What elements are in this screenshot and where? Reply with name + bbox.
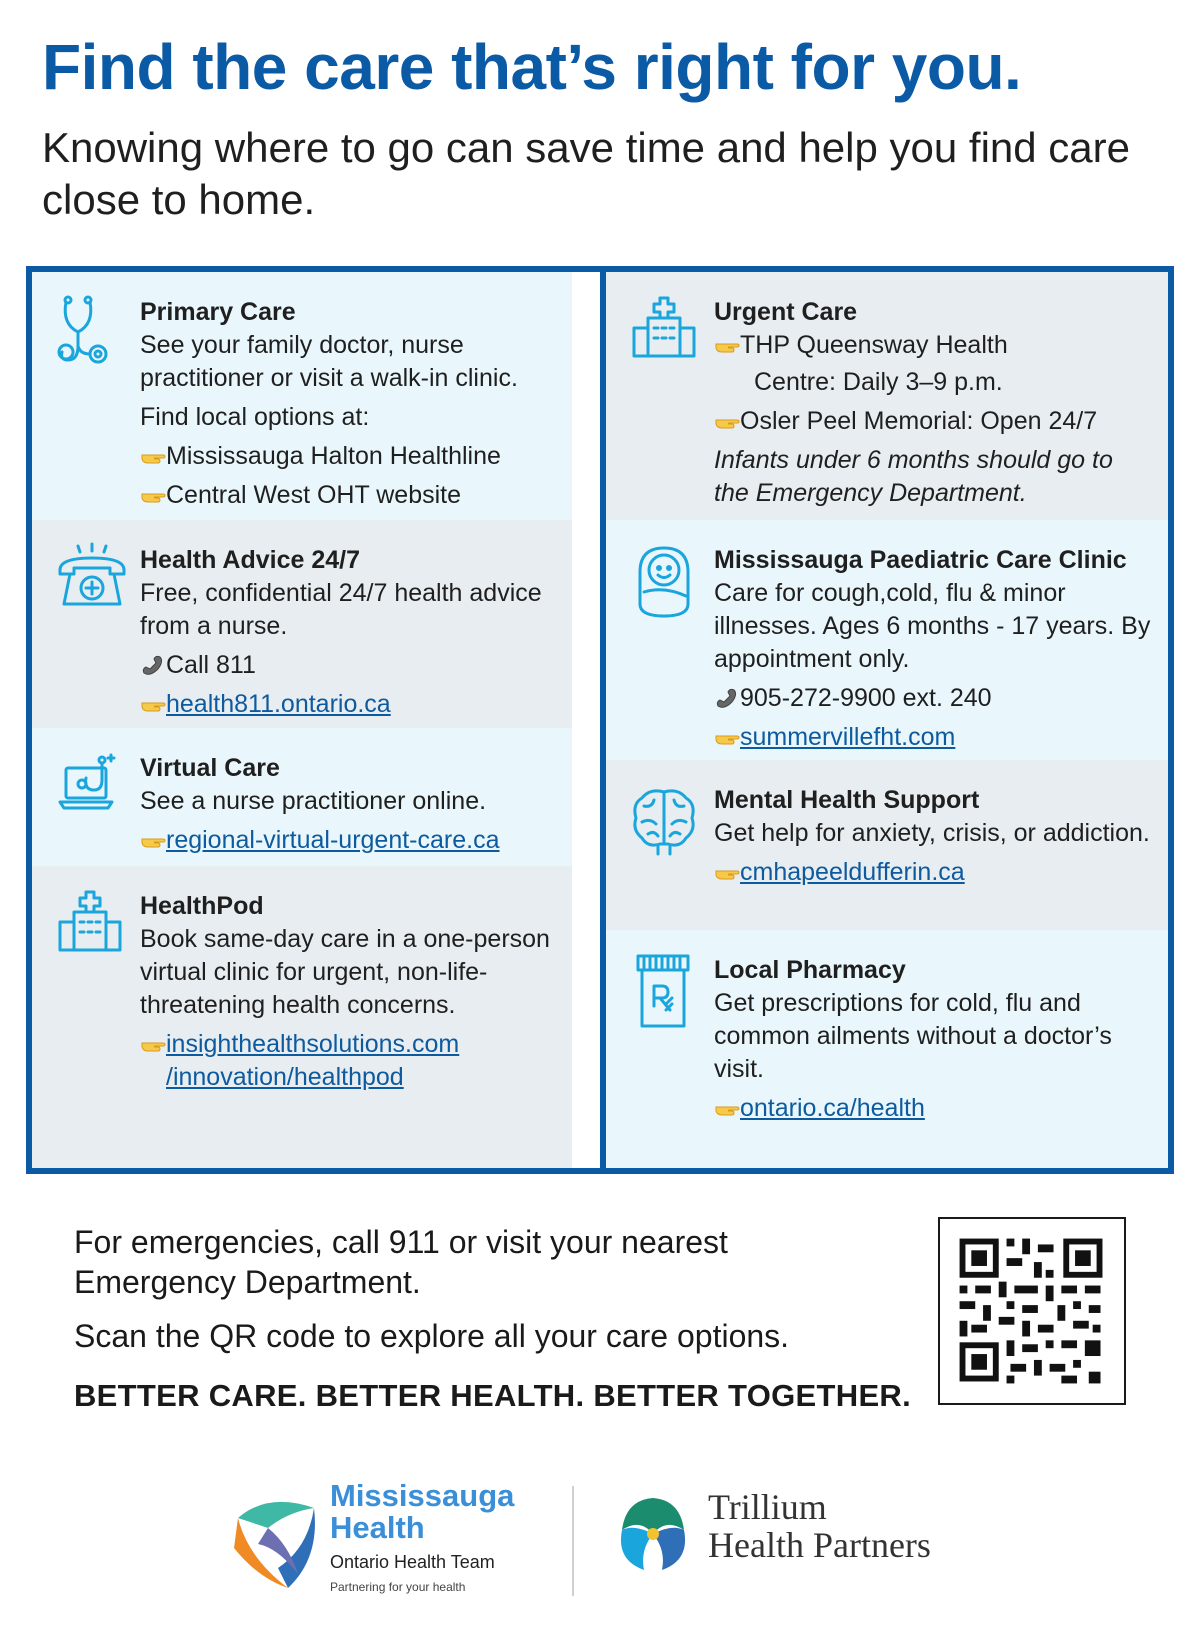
page-title: Find the care that’s right for you. xyxy=(42,31,1022,103)
pointing-hand-icon xyxy=(140,694,166,716)
phone-row[interactable] xyxy=(140,649,556,682)
pharmacy-description: Get prescriptions for cold, flu and common ailments without a doctor’s visit. xyxy=(714,989,1112,1083)
mental-health-panel xyxy=(606,760,1168,930)
mississauga-health-logo xyxy=(228,1480,528,1610)
pointing-hand-icon xyxy=(714,1098,740,1120)
call-811-text[interactable]: Call 811 xyxy=(166,651,256,679)
link-row[interactable] xyxy=(140,688,556,721)
healthpod-title: HealthPod xyxy=(140,892,264,920)
hospital-icon xyxy=(56,888,128,968)
pointing-hand-icon xyxy=(714,335,740,357)
oht-label: Ontario Health Team xyxy=(330,1552,495,1572)
urgent-care-panel xyxy=(606,272,1168,520)
list-item xyxy=(714,329,1152,362)
laptop-stethoscope-icon xyxy=(56,750,128,830)
cmha-link[interactable]: cmhapeeldufferin.ca xyxy=(740,858,965,886)
oht-website-option[interactable]: Central West OHT website xyxy=(166,481,462,509)
virtual-care-title: Virtual Care xyxy=(140,754,280,782)
pointing-hand-icon xyxy=(140,446,166,468)
health-word: Health xyxy=(330,1510,425,1545)
list-item[interactable] xyxy=(140,479,556,512)
page-subtitle: Knowing where to go can save time and help you find care close to home. xyxy=(42,124,1131,223)
phone-handset-icon xyxy=(140,655,166,677)
mississauga-health-logo-mark xyxy=(228,1488,320,1598)
paediatric-description: Care for cough,cold, flu & minor illnesses. Ages 6 months - 17 years. By appointment only. xyxy=(714,579,1151,673)
pointing-hand-icon xyxy=(714,727,740,749)
phone-row[interactable] xyxy=(714,682,1152,715)
trillium-word: Trillium xyxy=(708,1487,827,1527)
list-item xyxy=(714,405,1152,438)
brain-icon xyxy=(630,782,702,862)
healthline-option[interactable]: Mississauga Halton Healthline xyxy=(166,442,501,470)
hospital-icon xyxy=(630,294,702,374)
primary-care-panel xyxy=(32,272,572,520)
paediatric-phone[interactable]: 905-272-9900 ext. 240 xyxy=(740,684,992,712)
primary-care-title: Primary Care xyxy=(140,298,296,326)
pharmacy-title: Local Pharmacy xyxy=(714,956,906,984)
virtual-care-description: See a nurse practitioner online. xyxy=(140,787,487,815)
tagline: BETTER CARE. BETTER HEALTH. BETTER TOGETHER. xyxy=(74,1378,912,1413)
link-row[interactable] xyxy=(714,721,1152,754)
link-row[interactable] xyxy=(714,856,1152,889)
link-row[interactable] xyxy=(140,824,556,857)
summervillefht-link[interactable]: summervillefht.com xyxy=(740,723,956,751)
healthpod-panel xyxy=(32,866,572,1168)
healthpod-description: Book same-day care in a one-person virtual clinic for urgent, non-life-threatening health concerns. xyxy=(140,925,550,1019)
mississauga-word: Mississauga xyxy=(330,1478,515,1513)
osler-location: Osler Peel Memorial: Open 24/7 xyxy=(740,407,1098,435)
healthpod-link-line1[interactable]: insighthealthsolutions.com xyxy=(166,1030,460,1058)
pointing-hand-icon xyxy=(140,1034,166,1056)
pointing-hand-icon xyxy=(140,830,166,852)
virtual-care-panel xyxy=(32,728,572,866)
partnering-label: Partnering for your health xyxy=(330,1580,466,1594)
mental-health-title: Mental Health Support xyxy=(714,786,980,814)
pharmacy-panel xyxy=(606,930,1168,1168)
prescription-bottle-icon xyxy=(630,952,702,1032)
care-options-grid xyxy=(26,266,1174,1174)
footer-text xyxy=(74,1222,894,1370)
link-row[interactable] xyxy=(140,1028,556,1094)
infants-note: Infants under 6 months should go to the Emergency Department. xyxy=(714,446,1113,507)
health-advice-panel xyxy=(32,520,572,728)
pointing-hand-icon xyxy=(714,862,740,884)
primary-care-description: See your family doctor, nurse practitioner or visit a walk-in clinic. xyxy=(140,331,518,392)
virtual-urgent-care-link[interactable]: regional-virtual-urgent-care.ca xyxy=(166,826,500,854)
telephone-icon xyxy=(56,542,128,622)
healthpod-link-line2[interactable]: /innovation/healthpod xyxy=(166,1063,404,1091)
trillium-logo xyxy=(610,1488,990,1588)
stethoscope-icon xyxy=(56,294,128,374)
logo-divider xyxy=(572,1486,574,1596)
swaddled-baby-icon xyxy=(630,542,702,622)
urgent-care-title: Urgent Care xyxy=(714,298,858,326)
pointing-hand-icon xyxy=(714,411,740,433)
health-advice-description: Free, confidential 24/7 health advice from a nurse. xyxy=(140,579,542,640)
link-row[interactable] xyxy=(714,1092,1152,1125)
queensway-location: THP Queensway Health xyxy=(740,331,1008,359)
health811-link[interactable]: health811.ontario.ca xyxy=(166,690,391,718)
paediatric-panel xyxy=(606,520,1168,760)
qr-instruction: Scan the QR code to explore all your care options. xyxy=(74,1318,790,1354)
list-item[interactable] xyxy=(140,440,556,473)
phone-handset-icon xyxy=(714,688,740,710)
primary-care-find-label: Find local options at: xyxy=(140,403,370,431)
trillium-logo-mark xyxy=(610,1490,696,1576)
paediatric-title: Mississauga Paediatric Care Clinic xyxy=(714,546,1127,574)
ontario-health-link[interactable]: ontario.ca/health xyxy=(740,1094,925,1122)
pointing-hand-icon xyxy=(140,485,166,507)
health-partners-word: Health Partners xyxy=(708,1525,931,1565)
qr-code[interactable] xyxy=(938,1217,1126,1405)
mental-health-description: Get help for anxiety, crisis, or addiction. xyxy=(714,819,1150,847)
health-advice-title: Health Advice 24/7 xyxy=(140,546,361,574)
emergency-notice: For emergencies, call 911 or visit your nearest Emergency Department. xyxy=(74,1224,728,1300)
queensway-hours: Centre: Daily 3–9 p.m. xyxy=(754,368,1003,396)
